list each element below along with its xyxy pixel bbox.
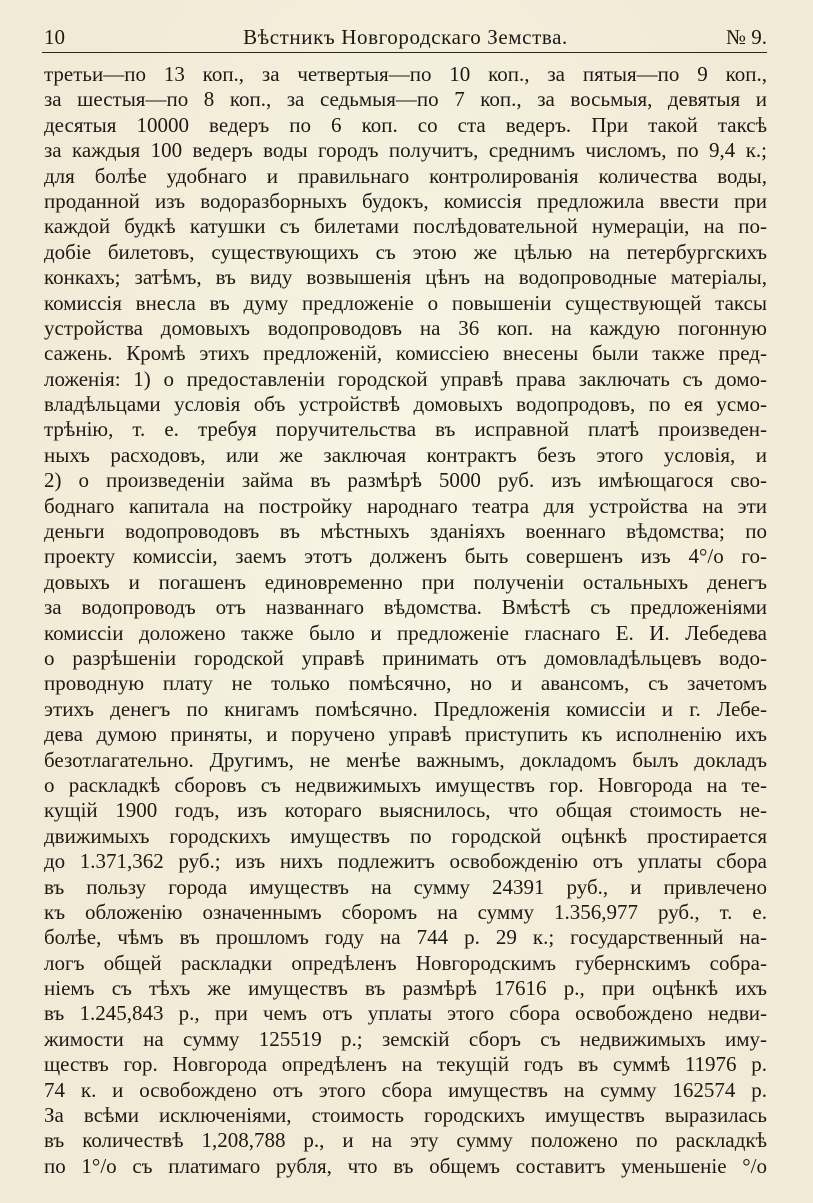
text-line: кущій 1900 годъ, изъ котораго выяснилось, что общая стоимость не- xyxy=(44,798,767,823)
text-line: о разрѣшеніи городской управѣ принимать отъ домовладѣльцевъ водо- xyxy=(44,645,767,670)
text-line: добіе билетовъ, существующихъ съ этою же цѣлью на петербургскихъ xyxy=(44,239,767,264)
text-line: въ пользу города имуществъ на сумму 24391 руб., и привлечено xyxy=(44,874,767,899)
header-rule xyxy=(42,52,767,53)
text-line: устройства домовыхъ водопроводовъ на 36 коп. на каждую погонную xyxy=(44,315,767,340)
page-header xyxy=(44,22,767,52)
text-line: трѣнію, т. е. требуя поручительства въ исправной платѣ произведен- xyxy=(44,417,767,442)
text-line: ществъ гор. Новгорода опредѣленъ на текущій годъ въ суммѣ 11976 р. xyxy=(44,1052,767,1077)
text-line: для болѣе удобнаго и правильнаго контролированія количества воды, xyxy=(44,163,767,188)
text-line: владѣльцами условія объ устройствѣ домовыхъ водопродовъ, по ея усмо- xyxy=(44,392,767,417)
text-line: десятыя 10000 ведеръ по 6 коп. со ста ведеръ. При такой таксѣ xyxy=(44,112,767,137)
text-line: безотлагательно. Другимъ, не менѣе важнымъ, докладомъ былъ докладъ xyxy=(44,747,767,772)
text-line: логъ общей раскладки опредѣленъ Новгородскимъ губернскимъ собра- xyxy=(44,950,767,975)
text-line: до 1.371,362 руб.; изъ нихъ подлежитъ освобожденію отъ уплаты сбора xyxy=(44,849,767,874)
text-line: за шестыя—по 8 коп., за седьмыя—по 7 коп., за восьмыя, девятыя и xyxy=(44,87,767,112)
text-line: проекту комиссіи, заемъ этотъ долженъ быть совершенъ изъ 4°/о го- xyxy=(44,544,767,569)
text-line: болѣе, чѣмъ въ прошломъ году на 744 р. 29 к.; государственный на- xyxy=(44,925,767,950)
text-line: комиссія внесла въ думу предложеніе о повышеніи существующей таксы xyxy=(44,290,767,315)
text-line: проводную плату не только помѣсячно, но и авансомъ, съ зачетомъ xyxy=(44,671,767,696)
text-line: конкахъ; затѣмъ, въ виду возвышенія цѣнъ на водопроводные матеріалы, xyxy=(44,265,767,290)
text-line: жимости на сумму 125519 р.; земскій сборъ съ недвижимыхъ иму- xyxy=(44,1026,767,1051)
text-line: 2) о произведеніи займа въ размѣрѣ 5000 руб. изъ имѣющагося сво- xyxy=(44,468,767,493)
page-number: 10 xyxy=(44,25,65,49)
text-line: боднаго капитала на постройку народнаго театра для устройства на эти xyxy=(44,493,767,518)
running-title: Вѣстникъ Новгородскаго Земства. xyxy=(243,25,568,49)
body-text xyxy=(44,62,767,1179)
text-line: за водопроводъ отъ названнаго вѣдомства. Вмѣстѣ съ предложеніями xyxy=(44,595,767,620)
text-line: въ 1.245,843 р., при чемъ отъ уплаты этого сбора освобождено недви- xyxy=(44,1001,767,1026)
text-line: 74 к. и освобождено отъ этого сбора имуществъ на сумму 162574 р. xyxy=(44,1077,767,1102)
text-line: за каждыя 100 ведеръ воды городъ получитъ, среднимъ числомъ, по 9,4 к.; xyxy=(44,138,767,163)
text-line: деньги водопроводовъ въ мѣстныхъ зданіяхъ военнаго вѣдомства; по xyxy=(44,519,767,544)
text-line: по 1°/о съ платимаго рубля, что въ общемъ составитъ уменьшеніе °/о xyxy=(44,1153,767,1178)
text-line: довыхъ и погашенъ единовременно при полученіи остальныхъ денегъ xyxy=(44,569,767,594)
text-line: ложенія: 1) о предоставленіи городской управѣ права заключать съ домо- xyxy=(44,366,767,391)
text-line: въ количествѣ 1,208,788 р., и на эту сумму положено по раскладкѣ xyxy=(44,1128,767,1153)
text-line: каждой будкѣ катушки съ билетами послѣдовательной нумераціи, на по- xyxy=(44,214,767,239)
text-line: проданной изъ водоразборныхъ будокъ, комиссія предложила ввести при xyxy=(44,188,767,213)
text-line: За всѣми исключеніями, стоимость городскихъ имуществъ выразилась xyxy=(44,1103,767,1128)
text-line: этихъ денегъ по книгамъ помѣсячно. Предложенія комиссіи и г. Лебе- xyxy=(44,696,767,721)
text-line: къ обложенію означеннымъ сборомъ на сумму 1.356,977 руб., т. е. xyxy=(44,899,767,924)
text-line: сажень. Кромѣ этихъ предложеній, комиссіею внесены были также пред- xyxy=(44,341,767,366)
text-line: ніемъ съ тѣхъ же имуществъ въ размѣрѣ 17616 р., при оцѣнкѣ ихъ xyxy=(44,976,767,1001)
text-line: дева думою приняты, и поручено управѣ приступить къ исполненію ихъ xyxy=(44,722,767,747)
issue-number: № 9. xyxy=(725,25,767,49)
text-line: комиссіи доложено также было и предложеніе гласнаго Е. И. Лебедева xyxy=(44,620,767,645)
text-line: движимыхъ городскихъ имуществъ по городской оцѣнкѣ простирается xyxy=(44,823,767,848)
text-line: ныхъ расходовъ, или же заключая контрактъ безъ этого условія, и xyxy=(44,442,767,467)
text-line: о раскладкѣ сборовъ съ недвижимыхъ имуществъ гор. Новгорода на те- xyxy=(44,772,767,797)
text-line: третьи—по 13 коп., за четвертыя—по 10 коп., за пятыя—по 9 коп., xyxy=(44,62,767,86)
